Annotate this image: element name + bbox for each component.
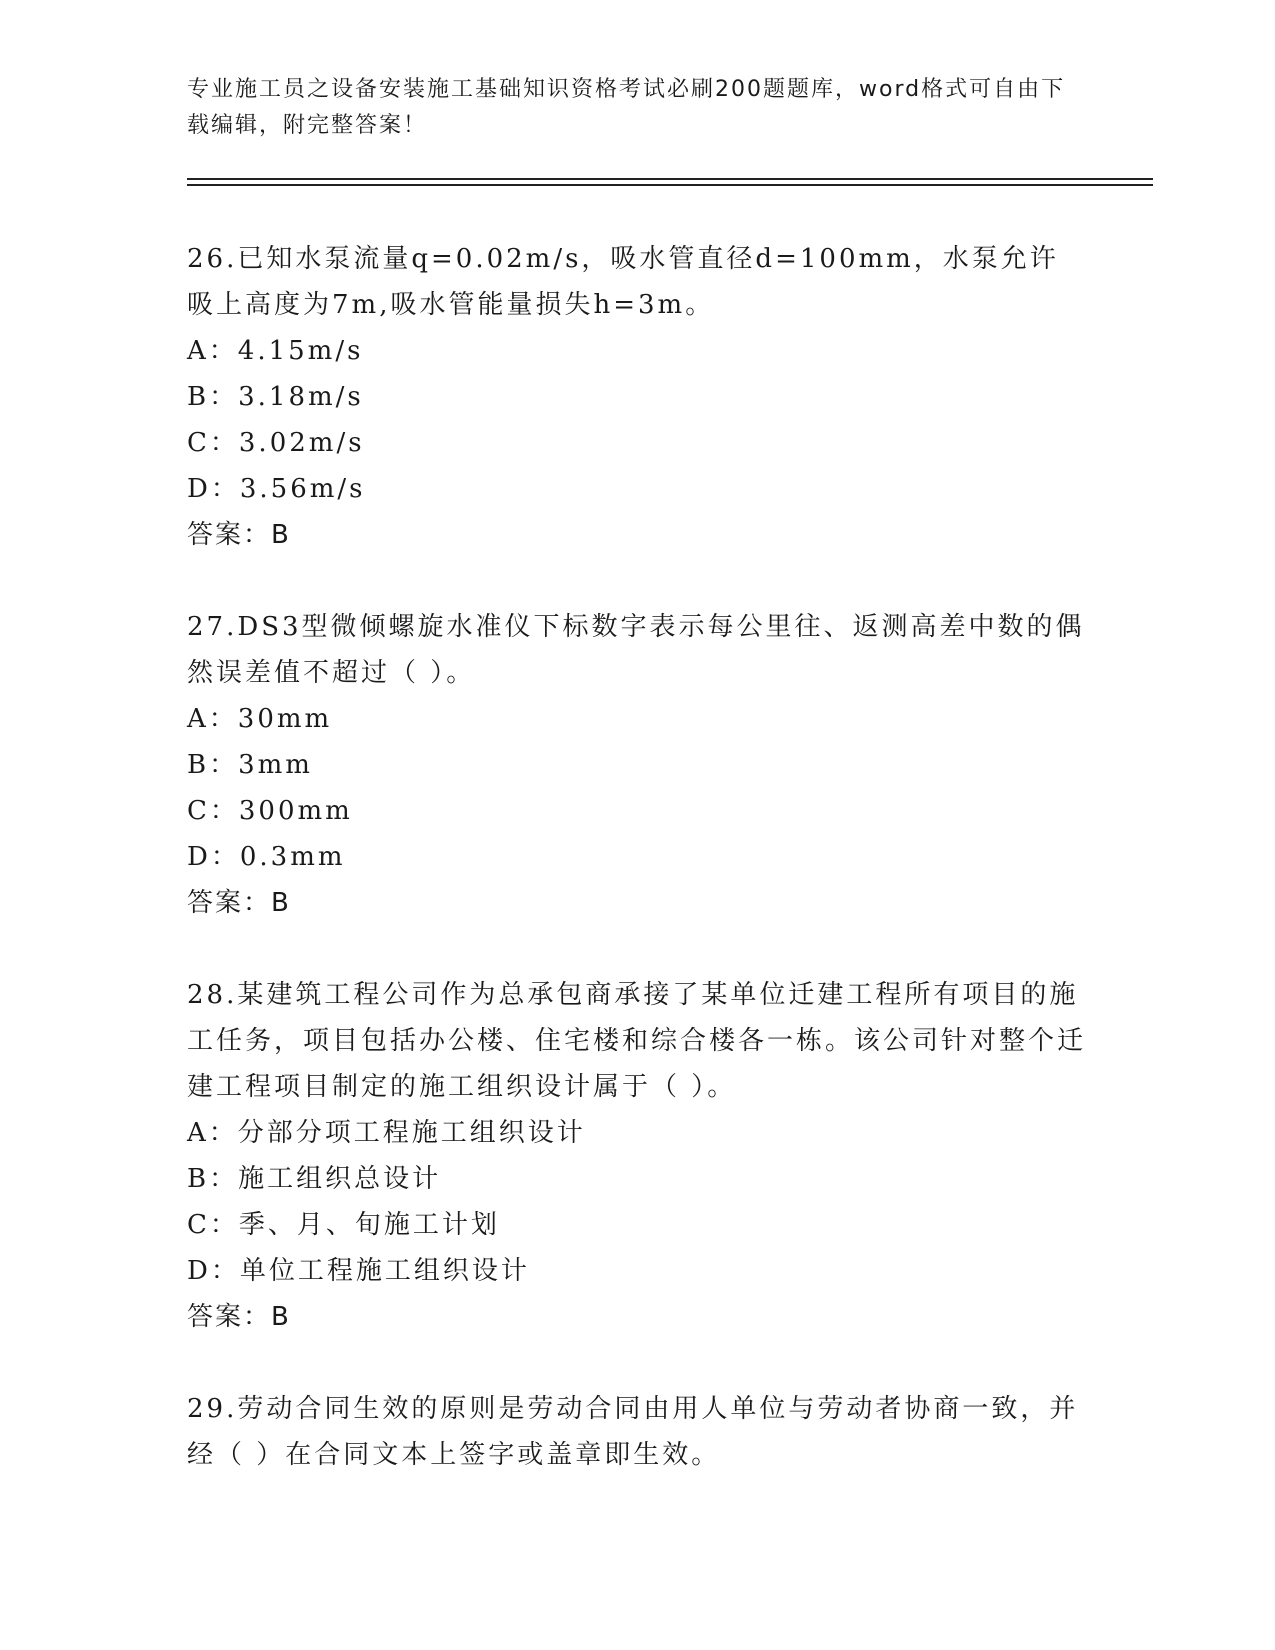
option-a: A：30mm xyxy=(187,704,333,734)
question-text: 27.DS3型微倾螺旋水准仪下标数字表示每公里往、返测高差中数的偶然误差值不超过（ ）。 xyxy=(187,612,1085,688)
question-28 xyxy=(187,972,1087,1340)
question-text: 28.某建筑工程公司作为总承包商承接了某单位迁建工程所有项目的施工任务，项目包括办公楼、住宅楼和综合楼各一栋。该公司针对整个迁建工程项目制定的施工组织设计属于（ ）。 xyxy=(187,980,1087,1102)
option-a: A：分部分项工程施工组织设计 xyxy=(187,1118,586,1148)
answer-label: 答案：B xyxy=(187,520,291,550)
header-divider-bottom xyxy=(187,184,1153,186)
question-26 xyxy=(187,236,1087,558)
answer-label: 答案：B xyxy=(187,1302,291,1332)
document-header: 专业施工员之设备安装施工基础知识资格考试必刷200题题库，word格式可自由下载编辑，附完整答案！ xyxy=(187,77,1066,138)
option-a: A：4.15m/s xyxy=(187,336,364,366)
question-27 xyxy=(187,604,1087,926)
answer-label: 答案：B xyxy=(187,888,291,918)
option-d: D：3.56m/s xyxy=(187,474,366,504)
option-d: D：0.3mm xyxy=(187,842,346,872)
header-divider-top xyxy=(187,178,1153,180)
option-b: B：3mm xyxy=(187,750,313,780)
question-29 xyxy=(187,1386,1087,1478)
option-c: C：300mm xyxy=(187,796,353,826)
question-text: 26.已知水泵流量q=0.02m/s，吸水管直径d=100mm，水泵允许吸上高度为7m,吸水管能量损失h=3m。 xyxy=(187,244,1059,320)
option-c: C：3.02m/s xyxy=(187,428,365,458)
option-c: C：季、月、旬施工计划 xyxy=(187,1210,500,1240)
option-b: B：施工组织总设计 xyxy=(187,1164,442,1194)
question-text: 29.劳动合同生效的原则是劳动合同由用人单位与劳动者协商一致，并经（ ）在合同文本上签字或盖章即生效。 xyxy=(187,1394,1079,1470)
option-b: B：3.18m/s xyxy=(187,382,364,412)
option-d: D：单位工程施工组织设计 xyxy=(187,1256,530,1286)
question-list xyxy=(187,236,1087,1524)
